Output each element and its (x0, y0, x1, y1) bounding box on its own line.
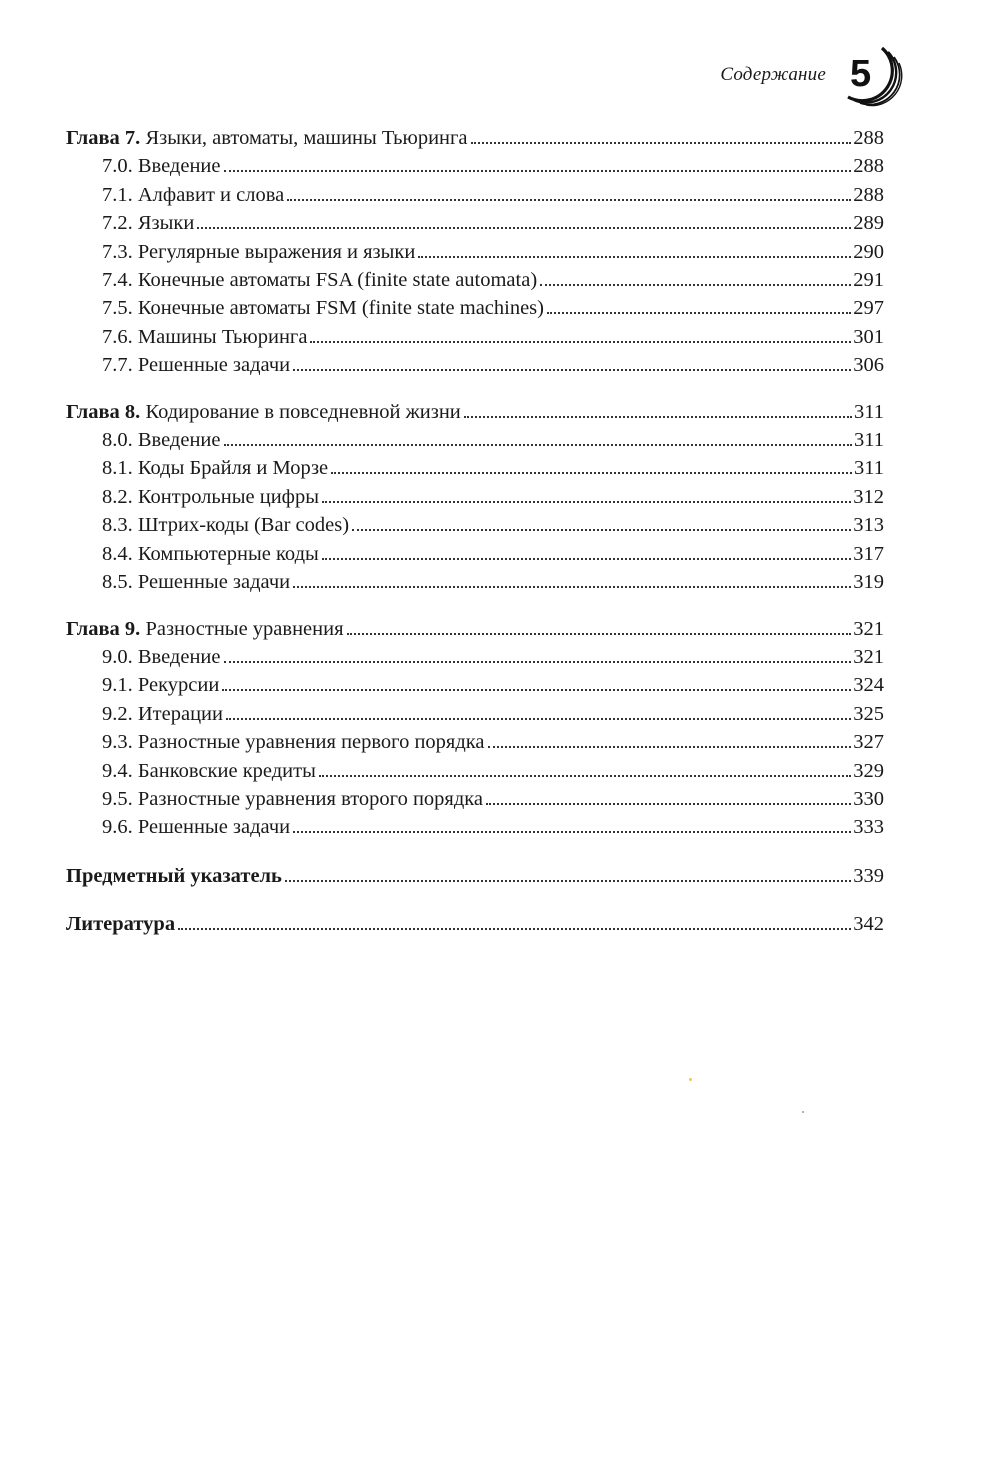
page-ref: 313 (853, 514, 884, 537)
dot-leader (224, 661, 852, 663)
toc-subject-index-title: Предметный указатель (66, 864, 282, 887)
dot-leader (285, 880, 851, 882)
page-ref: 339 (853, 864, 884, 887)
page-ref: 333 (853, 816, 884, 839)
toc-literature-title: Литература (66, 913, 176, 936)
toc-item-title: 7.4. Конечные автоматы FSA (finite state automata) (102, 269, 538, 292)
page-ref: 342 (853, 913, 884, 936)
toc-item[interactable] (66, 351, 884, 379)
dot-leader (322, 558, 851, 560)
page-ref: 288 (853, 155, 884, 178)
toc-item-title: 8.5. Решенные задачи (102, 571, 291, 594)
toc-item[interactable] (66, 540, 884, 568)
chapter-label: Глава 7. (66, 127, 141, 149)
page-ref: 311 (854, 400, 884, 423)
page-ref: 324 (853, 674, 884, 697)
chapter-label: Глава 8. (66, 400, 141, 423)
toc-item[interactable] (66, 643, 884, 671)
toc-item-title: 8.1. Коды Брайля и Морзе (102, 457, 329, 480)
running-header-title: Содержание (720, 64, 826, 85)
dot-leader (293, 586, 851, 588)
dot-leader (352, 529, 851, 531)
toc-chapter-9[interactable] (66, 615, 884, 643)
toc-item[interactable] (66, 323, 884, 351)
dot-leader (293, 831, 851, 833)
toc-item-title: 7.6. Машины Тьюринга (102, 325, 308, 348)
dot-leader (547, 312, 851, 314)
toc-item[interactable] (66, 785, 884, 813)
dot-leader (310, 341, 851, 343)
toc-item-title: 9.3. Разностные уравнения первого порядка (102, 731, 485, 754)
toc-chapter-8-title (66, 398, 461, 426)
toc-item-title: 9.6. Решенные задачи (102, 816, 291, 839)
page-ref: 311 (854, 457, 884, 480)
page-ref: 290 (853, 240, 884, 263)
toc-chapter-8[interactable] (66, 398, 884, 426)
toc-chapter-9-title (66, 615, 344, 643)
toc-item-title: 7.3. Регулярные выражения и языки (102, 240, 416, 263)
page-number-badge (838, 42, 904, 108)
page-ref: 321 (853, 645, 884, 668)
toc-item-title: 8.4. Компьютерные коды (102, 542, 319, 565)
dot-leader (471, 142, 852, 144)
dot-leader (293, 369, 851, 371)
toc-item-title: 7.7. Решенные задачи (102, 354, 291, 377)
page-ref: 289 (853, 212, 884, 235)
dot-leader (224, 444, 852, 446)
dot-leader (226, 718, 851, 720)
page-ref: 329 (853, 759, 884, 782)
toc-item[interactable] (66, 568, 884, 596)
dot-leader (222, 689, 851, 691)
page-ref: 312 (853, 485, 884, 508)
toc-item[interactable] (66, 511, 884, 539)
toc-subject-index[interactable] (66, 862, 884, 890)
page-ref: 301 (853, 325, 884, 348)
toc-item[interactable] (66, 266, 884, 294)
page-ref: 297 (853, 297, 884, 320)
page-ref: 330 (853, 787, 884, 810)
running-header (720, 40, 904, 110)
toc-chapter-7[interactable] (66, 124, 884, 152)
chapter-title: Разностные уравнения (145, 617, 344, 640)
toc-item[interactable] (66, 483, 884, 511)
page-ref: 306 (853, 354, 884, 377)
scan-speck (802, 1111, 804, 1113)
dot-leader (322, 501, 851, 503)
page-ref: 327 (853, 731, 884, 754)
toc-item[interactable] (66, 238, 884, 266)
toc-item[interactable] (66, 728, 884, 756)
dot-leader (224, 170, 852, 172)
toc-item-title: 9.0. Введение (102, 645, 221, 668)
toc-item-title: 7.2. Языки (102, 212, 195, 235)
chapter-title: Языки, автоматы, машины Тьюринга (145, 127, 468, 149)
dot-leader (319, 775, 851, 777)
toc-item-title: 7.0. Введение (102, 155, 221, 178)
table-of-contents (66, 124, 884, 939)
toc-item-title: 9.1. Рекурсии (102, 674, 220, 697)
page-ref: 319 (853, 571, 884, 594)
toc-item-title: 8.3. Штрих-коды (Bar codes) (102, 514, 350, 537)
toc-item[interactable] (66, 700, 884, 728)
toc-item-title: 8.2. Контрольные цифры (102, 485, 319, 508)
dot-leader (287, 199, 851, 201)
toc-item-title: 7.1. Алфавит и слова (102, 183, 285, 206)
chapter-label: Глава 9. (66, 617, 141, 640)
dot-leader (488, 746, 852, 748)
dot-leader (464, 416, 852, 418)
toc-item-title: 9.2. Итерации (102, 702, 223, 725)
toc-item[interactable] (66, 813, 884, 841)
toc-item[interactable] (66, 294, 884, 322)
toc-item[interactable] (66, 181, 884, 209)
dot-leader (178, 928, 851, 930)
toc-literature[interactable] (66, 910, 884, 938)
dot-leader (486, 803, 851, 805)
page-ref: 288 (853, 127, 884, 149)
toc-chapter-7-title (66, 124, 468, 152)
toc-item[interactable] (66, 152, 884, 180)
scan-speck (689, 1078, 692, 1081)
toc-item[interactable] (66, 454, 884, 482)
dot-leader (197, 227, 851, 229)
dot-leader (347, 633, 852, 635)
toc-item-title: 9.5. Разностные уравнения второго порядка (102, 787, 484, 810)
page-ref: 317 (853, 542, 884, 565)
page-ref: 321 (853, 617, 884, 640)
page-ref: 288 (853, 183, 884, 206)
page-ref: 311 (854, 429, 884, 452)
dot-leader (540, 284, 851, 286)
toc-item-title: 7.5. Конечные автоматы FSM (finite state machines) (102, 297, 544, 320)
toc-item[interactable] (66, 757, 884, 785)
page-number: 5 (850, 53, 872, 95)
toc-item-title: 9.4. Банковские кредиты (102, 759, 316, 782)
dot-leader (331, 472, 852, 474)
dot-leader (418, 256, 851, 258)
toc-item-title: 8.0. Введение (102, 429, 221, 452)
toc-item[interactable] (66, 426, 884, 454)
chapter-title: Кодирование в повседневной жизни (145, 400, 461, 423)
page-ref: 291 (853, 269, 884, 292)
page-ref: 325 (853, 702, 884, 725)
toc-item[interactable] (66, 671, 884, 699)
toc-item[interactable] (66, 209, 884, 237)
